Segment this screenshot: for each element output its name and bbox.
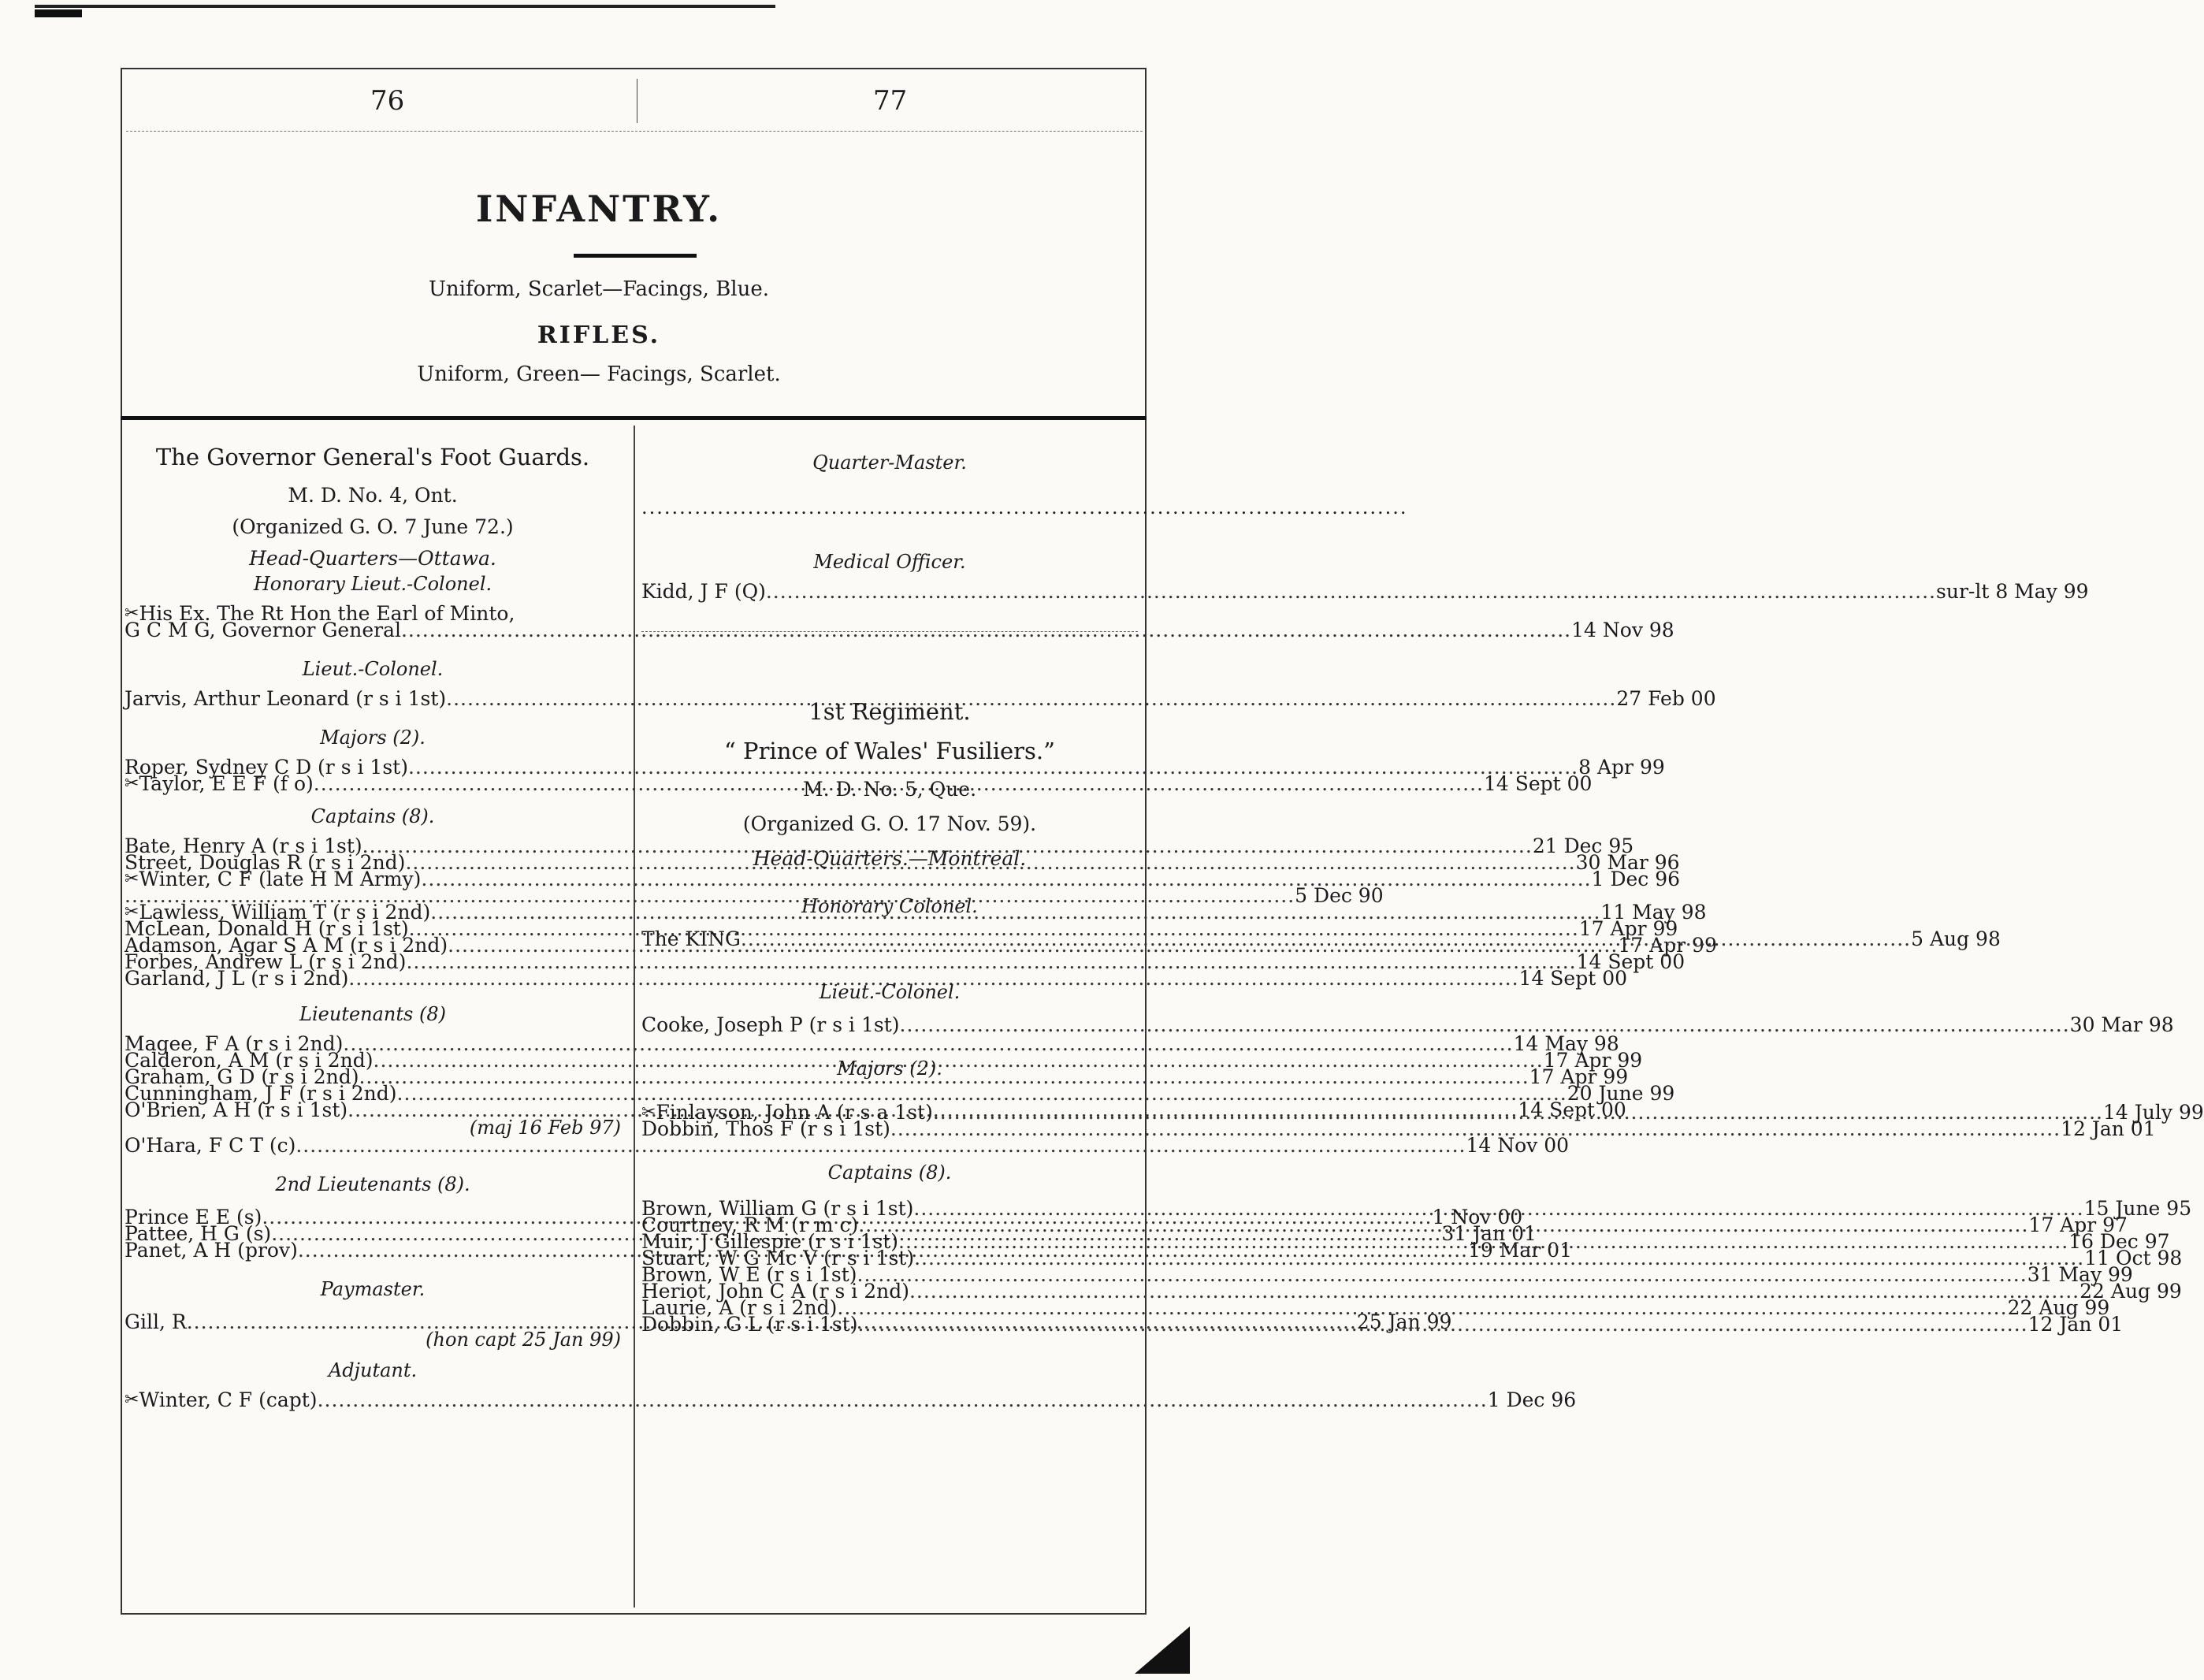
entry-name: Magee, F A (r s i 2nd) [125, 1032, 344, 1055]
entry-name: Winter, C F (capt) [139, 1388, 318, 1411]
entry-name: Calderon, A M (r s i 2nd) [125, 1049, 374, 1072]
entry-date: 22 Aug 99 [2079, 1280, 2182, 1303]
entry-date: 5 Aug 98 [1911, 927, 2001, 950]
entry-date: 14 Sept 00 [1518, 967, 1628, 990]
section-rule [121, 416, 1147, 420]
column-divider [634, 426, 635, 1608]
entry-name: Gill, R [125, 1310, 187, 1333]
list-lieutenants-extra [125, 1134, 1570, 1157]
entry-date: 19 Mar 01 [1468, 1239, 1572, 1262]
scissors-icon: ✂ [125, 1390, 139, 1410]
organized-note: (Organized G. O. 7 June 72.) [232, 515, 514, 538]
entry-date: 30 Mar 96 [1575, 851, 1680, 874]
roster-entry [641, 1013, 2174, 1036]
rifles-heading: RIFLES. [537, 322, 661, 349]
entry-name: Muir, J Gillespie (r s i 1st) [641, 1230, 898, 1253]
scissors-icon: ✂ [125, 902, 139, 922]
entry-date: 12 Jan 01 [2027, 1313, 2124, 1336]
leader-dots [741, 931, 1911, 947]
page-corner-fold [1135, 1626, 1190, 1674]
scissors-icon: ✂ [125, 774, 139, 794]
entry-name: Bate, Henry A (r s i 1st) [125, 834, 362, 857]
leader-dots [890, 1121, 2061, 1137]
entry-name: Dobbin, Thos F (r s i 1st) [641, 1117, 890, 1140]
entry-date: 31 May 99 [2027, 1263, 2133, 1286]
header-rule [126, 131, 1143, 132]
section-heading: Lieut.-Colonel. [302, 658, 444, 680]
section-heading: Adjutant. [328, 1359, 418, 1381]
entry-date: 27 Feb 00 [1616, 687, 1716, 710]
roster-entry [125, 687, 1716, 710]
scissors-icon: ✂ [125, 604, 139, 623]
page-number-right: 77 [873, 85, 908, 117]
entry-date: 14 May 98 [1513, 1032, 1619, 1055]
entry-date: 17 Apr 99 [1529, 1065, 1629, 1088]
entry-date: 17 Apr 99 [1578, 917, 1678, 940]
list-adjutant [125, 1388, 1577, 1411]
headquarters: Head-Quarters.—Montreal. [753, 847, 1027, 870]
section-heading: Captains (8). [310, 805, 435, 827]
entry-date: 14 Nov 98 [1571, 619, 1674, 641]
entry-date: 1 Dec 96 [1591, 868, 1681, 890]
entry-name: Dobbin, G L (r s i 1st) [641, 1313, 858, 1336]
entry-date: 30 Mar 98 [2069, 1013, 2174, 1036]
entry-date: 8 Apr 99 [1578, 756, 1665, 779]
entry-name: Garland, J L (r s i 2nd) [125, 967, 349, 990]
scissors-icon: ✂ [125, 869, 139, 889]
entry-name: Brown, W E (r s i 1st) [641, 1263, 857, 1286]
regiment-title: 1st Regiment. [808, 698, 971, 725]
entry-name: Graham, G D (r s i 2nd) [125, 1065, 359, 1088]
entry-name: Finlayson, John A (r s a 1st) [656, 1101, 933, 1124]
paymaster-note: (hon capt 25 Jan 99) [426, 1329, 621, 1351]
leader-dots [318, 1392, 1488, 1408]
roster-entry [125, 1388, 1577, 1411]
headquarters: Head-Quarters—Ottawa. [249, 547, 496, 570]
entry-date: 15 June 95 [2083, 1197, 2192, 1220]
entry-name: The KING [641, 927, 741, 950]
entry-date: 12 Jan 01 [2061, 1117, 2156, 1140]
entry-date: sur-lt 8 May 99 [1936, 580, 2089, 603]
list-hon-lt-col [125, 602, 1674, 641]
military-district: M. D. No. 5, Que. [802, 778, 977, 801]
section-heading: 2nd Lieutenants (8). [275, 1173, 470, 1195]
entry-date: 22 Aug 99 [2007, 1296, 2110, 1319]
entry-date: 25 Jan 99 [1356, 1310, 1452, 1333]
lieutenant-note: (maj 16 Feb 97) [469, 1117, 621, 1139]
page-edge-mark [35, 9, 82, 17]
entry-name: Prince E E (s) [125, 1206, 262, 1228]
uniform-rifles: Uniform, Green— Facings, Scarlet. [417, 362, 781, 386]
entry-name: Pattee, H G (s) [125, 1222, 272, 1245]
entry-name: Street, Douglas R (r s i 2nd) [125, 851, 406, 874]
roster-entry [125, 619, 1674, 641]
section-heading: Honorary Lieut.-Colonel. [253, 573, 492, 595]
entry-name: Courtney, R M (r m c) [641, 1214, 859, 1236]
entry-date: 20 June 99 [1567, 1082, 1675, 1105]
list-lt-col [125, 687, 1716, 710]
roster-entry [125, 1134, 1570, 1157]
list-lt-col [641, 1013, 2174, 1036]
entry-date: 14 Sept 00 [1576, 950, 1686, 973]
entry-name: Laurie, A (r s i 2nd) [641, 1296, 838, 1319]
list-medical-officer [641, 580, 2089, 603]
regiment-name: “ Prince of Wales' Fusiliers.” [724, 738, 1055, 764]
entry-date: 14 July 99 [2103, 1101, 2204, 1124]
roster-entry [641, 580, 2089, 603]
entry-date: 31 Jan 01 [1441, 1222, 1537, 1245]
entry-date: 11 May 98 [1600, 901, 1707, 924]
entry-date: 14 Sept 00 [1518, 1098, 1626, 1121]
leader-dots [900, 1017, 2070, 1033]
entry-name: Cunningham, J F (r s i 2nd) [125, 1082, 397, 1105]
entry-date: 14 Sept 00 [1483, 772, 1593, 795]
entry-name: Cooke, Joseph P (r s i 1st) [641, 1013, 900, 1036]
entry-name: McLean, Donald H (r s i 1st) [125, 917, 409, 940]
entry-date: 17 Apr 99 [1543, 1049, 1643, 1072]
entry-name: Roper, Sydney C D (r s i 1st) [125, 756, 408, 779]
unit-name: The Governor General's Foot Guards. [155, 444, 590, 470]
entry-date: 5 Dec 90 [1295, 884, 1384, 907]
entry-date: 14 Nov 00 [1466, 1134, 1570, 1157]
section-heading: Majors (2). [320, 727, 426, 749]
section-heading: Captains (8). [827, 1162, 952, 1184]
scissors-icon: ✂ [641, 1102, 656, 1122]
leader-dots [857, 1310, 2027, 1333]
entry-date: 17 Apr 97 [2028, 1214, 2128, 1236]
section-heading: Medical Officer. [813, 551, 966, 573]
entry-name: O'Hara, F C T (c) [125, 1134, 296, 1157]
entry-date: 1 Dec 96 [1487, 1388, 1577, 1411]
entry-date: 16 Dec 97 [2068, 1230, 2170, 1253]
page-edge-mark [35, 5, 775, 8]
section-heading: Honorary Colonel. [801, 895, 978, 917]
entry-name: Forbes, Andrew L (r s i 2nd) [125, 950, 407, 973]
entry-date: 21 Dec 95 [1532, 834, 1634, 857]
entry-name: Stuart, W G Mc V (r s i 1st) [641, 1247, 915, 1269]
vacant-dotted-line: ..................................................................................................... [641, 496, 1408, 518]
section-heading: Lieutenants (8) [299, 1003, 446, 1025]
military-district: M. D. No. 4, Ont. [288, 484, 458, 507]
roster-entry [125, 967, 1628, 990]
entry-date: 11 Oct 98 [2084, 1247, 2183, 1269]
entry-name: Kidd, J F (Q) [641, 580, 766, 603]
entry-name: Taylor, E E F (f o) [139, 772, 314, 795]
page-title: INFANTRY. [475, 188, 723, 230]
entry-name: O'Brien, A H (r s i 1st) [125, 1098, 348, 1121]
entry-date: 17 Apr 99 [1618, 934, 1717, 957]
entry-name: Lawless, William T (r s i 2nd) [139, 901, 431, 924]
section-heading: Lieut.-Colonel. [819, 981, 961, 1003]
uniform-infantry: Uniform, Scarlet—Facings, Blue. [428, 277, 770, 301]
leader-dots [766, 583, 1936, 600]
entry-name: Adamson, Agar S A M (r s i 2nd) [125, 934, 448, 957]
entry-date: 1 Nov 00 [1432, 1206, 1523, 1228]
entry-name: Winter, C F (late H M Army) [139, 868, 422, 890]
section-heading: Quarter-Master. [812, 452, 967, 474]
page-number-left: 76 [370, 85, 405, 117]
section-heading: Paymaster. [320, 1278, 426, 1300]
section-heading: Majors (2). [837, 1057, 942, 1080]
entry-name: His Ex. The Rt Hon the Earl of Minto, [139, 602, 515, 625]
entry-name: Brown, William G (r s i 1st) [641, 1197, 914, 1220]
roster-entry [641, 1117, 2156, 1140]
title-rule [574, 254, 697, 258]
organized-note: (Organized G. O. 17 Nov. 59). [742, 812, 1037, 835]
entry-name: Panet, A H (prov) [125, 1239, 298, 1262]
entry-name: Jarvis, Arthur Leonard (r s i 1st) [125, 687, 447, 710]
entry-name: Heriot, John C A (r s i 2nd) [641, 1280, 909, 1303]
entry-name: G C M G, Governor General [125, 619, 401, 641]
